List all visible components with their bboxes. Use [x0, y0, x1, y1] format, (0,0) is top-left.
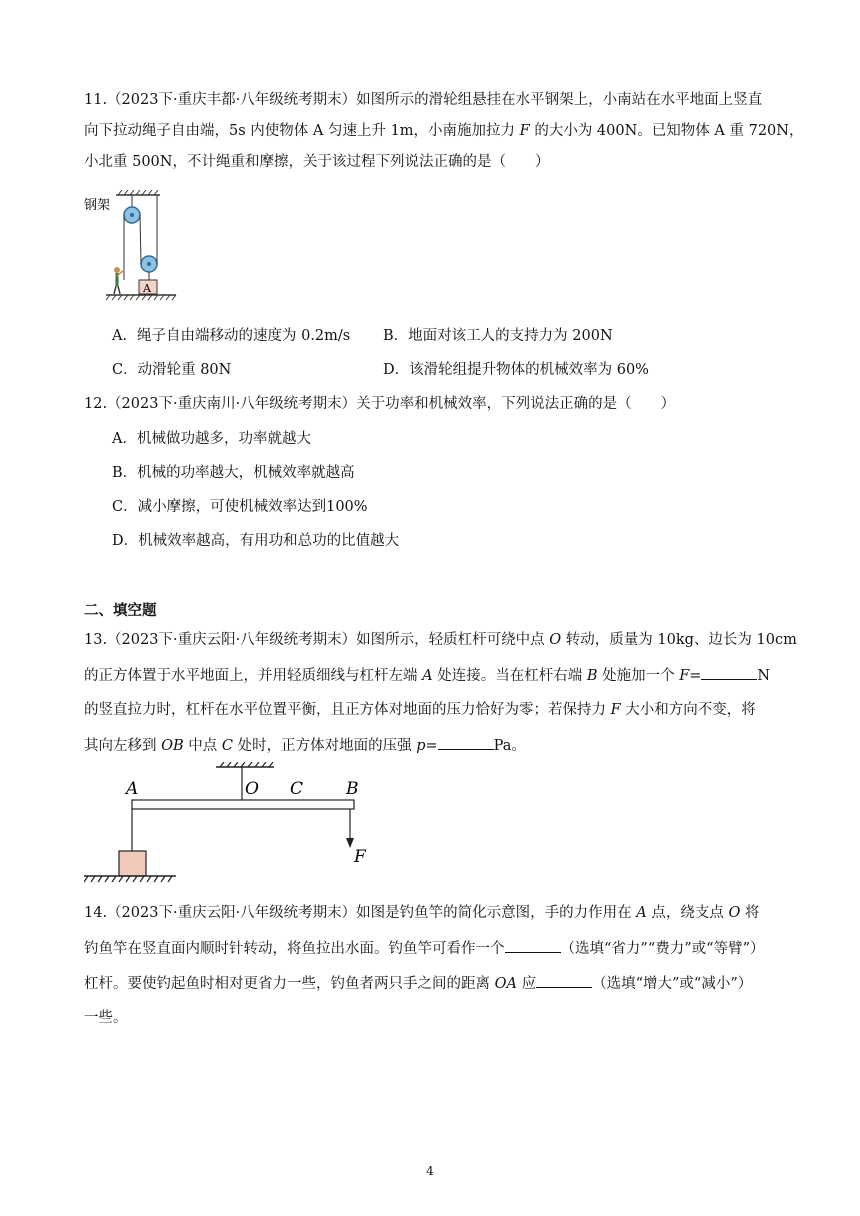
- q14-text: 应: [516, 976, 537, 992]
- q11-text: 向下拉动绳子自由端，5s 内使物体 A 匀速上升 1m，小南施加拉力: [84, 123, 520, 139]
- q13-text: =: [425, 738, 438, 754]
- q13-line2: [84, 665, 770, 686]
- page-number: 4: [426, 1164, 434, 1178]
- q11-option-C: C．动滑轮重 80N: [112, 362, 232, 378]
- q12-option-D: D．机械效率越高，有用功和总功的比值越大: [112, 533, 400, 549]
- q11-text: 的大小为 400N。已知物体 A 重 720N，: [529, 123, 804, 139]
- q13-var-C: C: [221, 738, 233, 754]
- label-A: A: [126, 779, 139, 799]
- q14-line1: [84, 903, 760, 923]
- q13-var-B: B: [586, 668, 598, 684]
- q13-text: 处连接。当在杠杆右端: [432, 668, 587, 684]
- q13-text: 转动，质量为 10kg、边长为 10cm: [561, 632, 797, 648]
- answer-blank[interactable]: [505, 938, 561, 953]
- q14-text: 点，绕支点: [646, 905, 729, 921]
- block-A-label: A: [143, 282, 151, 295]
- q13-text: 处施加一个: [597, 668, 680, 684]
- steel-frame-label: 钢架: [84, 198, 111, 213]
- q11-var-F: F: [519, 123, 530, 139]
- q13-var-F: F: [610, 702, 621, 718]
- q13-var-F: F: [679, 668, 690, 684]
- q14-line3: [84, 973, 752, 994]
- q14-text: （选填“省力”“费力”或“等臂”）: [560, 941, 765, 957]
- q13-line4: [84, 735, 526, 756]
- q14-text: 14.（2023下·重庆云阳·八年级统考期末）如图是钓鱼竿的简化示意图，手的力作用在: [84, 905, 637, 921]
- cube: [119, 851, 146, 876]
- q14-text: （选填“增大”或“减小”）: [592, 976, 753, 992]
- q13-text: 的正方体置于水平地面上，并用轻质细线与杠杆左端: [84, 668, 423, 684]
- q12-line1: 12.（2023下·重庆南川·八年级统考期末）关于功率和机械效率，下列说法正确的是（ ）: [84, 396, 676, 412]
- q13-text: 处时，正方体对地面的压强: [232, 738, 417, 754]
- label-C: C: [290, 779, 304, 799]
- q11-line3: 小北重 500N，不计绳重和摩擦，关于该过程下列说法正确的是（ ）: [84, 154, 550, 170]
- section-title: 二、填空题: [84, 602, 157, 619]
- q13-unit: Pa。: [493, 738, 526, 754]
- q12-option-C: C．减小摩擦，可使机械效率达到100%: [112, 499, 368, 515]
- arrow-head-icon: [346, 838, 354, 848]
- q13-var-p: p: [416, 738, 426, 754]
- q13-var-A: A: [422, 668, 433, 684]
- q12-option-B: B．机械的功率越大，机械效率就越高: [112, 465, 355, 481]
- answer-blank[interactable]: [536, 973, 592, 988]
- q11-option-B: B．地面对该工人的支持力为 200N: [383, 328, 613, 344]
- q14-var-OA: OA: [494, 976, 517, 992]
- q14-text: 将: [740, 905, 760, 921]
- label-B: B: [346, 779, 359, 799]
- q12-option-A: A．机械做功越多，功率就越大: [112, 431, 311, 447]
- q13-text: 中点: [183, 738, 222, 754]
- q11-line2: [84, 121, 803, 141]
- q13-var-OB: OB: [161, 738, 184, 754]
- lever-figure: [84, 762, 384, 888]
- q11-option-A: A．绳子自由端移动的速度为 0.2m/s: [112, 328, 351, 344]
- answer-blank[interactable]: [438, 735, 494, 750]
- q13-line1: [84, 630, 797, 650]
- lever-bar: [132, 800, 354, 809]
- q14-line4: 一些。: [84, 1010, 128, 1026]
- q13-text: 的竖直拉力时，杠杆在水平位置平衡，且正方体对地面的压力恰好为零；若保持力: [84, 702, 611, 718]
- q13-line3: [84, 700, 756, 720]
- q14-line2: [84, 938, 764, 959]
- q14-var-A: A: [636, 905, 647, 921]
- label-O: O: [245, 779, 259, 799]
- q13-text: =: [689, 668, 702, 684]
- q11-line1: 11.（2023下·重庆丰都·八年级统考期末）如图所示的滑轮组悬挂在水平钢架上，小南站在水平地面上竖直: [84, 92, 763, 108]
- label-F: F: [354, 847, 366, 867]
- q13-unit: N: [757, 668, 771, 684]
- q13-text: 13.（2023下·重庆云阳·八年级统考期末）如图所示，轻质杠杆可绕中点: [84, 632, 550, 648]
- q13-var-O: O: [549, 632, 562, 648]
- q11-option-D: D．该滑轮组提升物体的机械效率为 60%: [383, 362, 649, 378]
- answer-blank[interactable]: [701, 665, 757, 680]
- q13-text: 大小和方向不变，将: [620, 702, 756, 718]
- q13-text: 其向左移到: [84, 738, 162, 754]
- q14-text: 杠杆。要使钓起鱼时相对更省力一些，钓鱼者两只手之间的距离: [84, 976, 495, 992]
- pulley-figure: [84, 190, 184, 306]
- q14-text: 钓鱼竿在竖直面内顺时针转动，将鱼拉出水面。钓鱼竿可看作一个: [84, 941, 505, 957]
- q14-var-O: O: [728, 905, 741, 921]
